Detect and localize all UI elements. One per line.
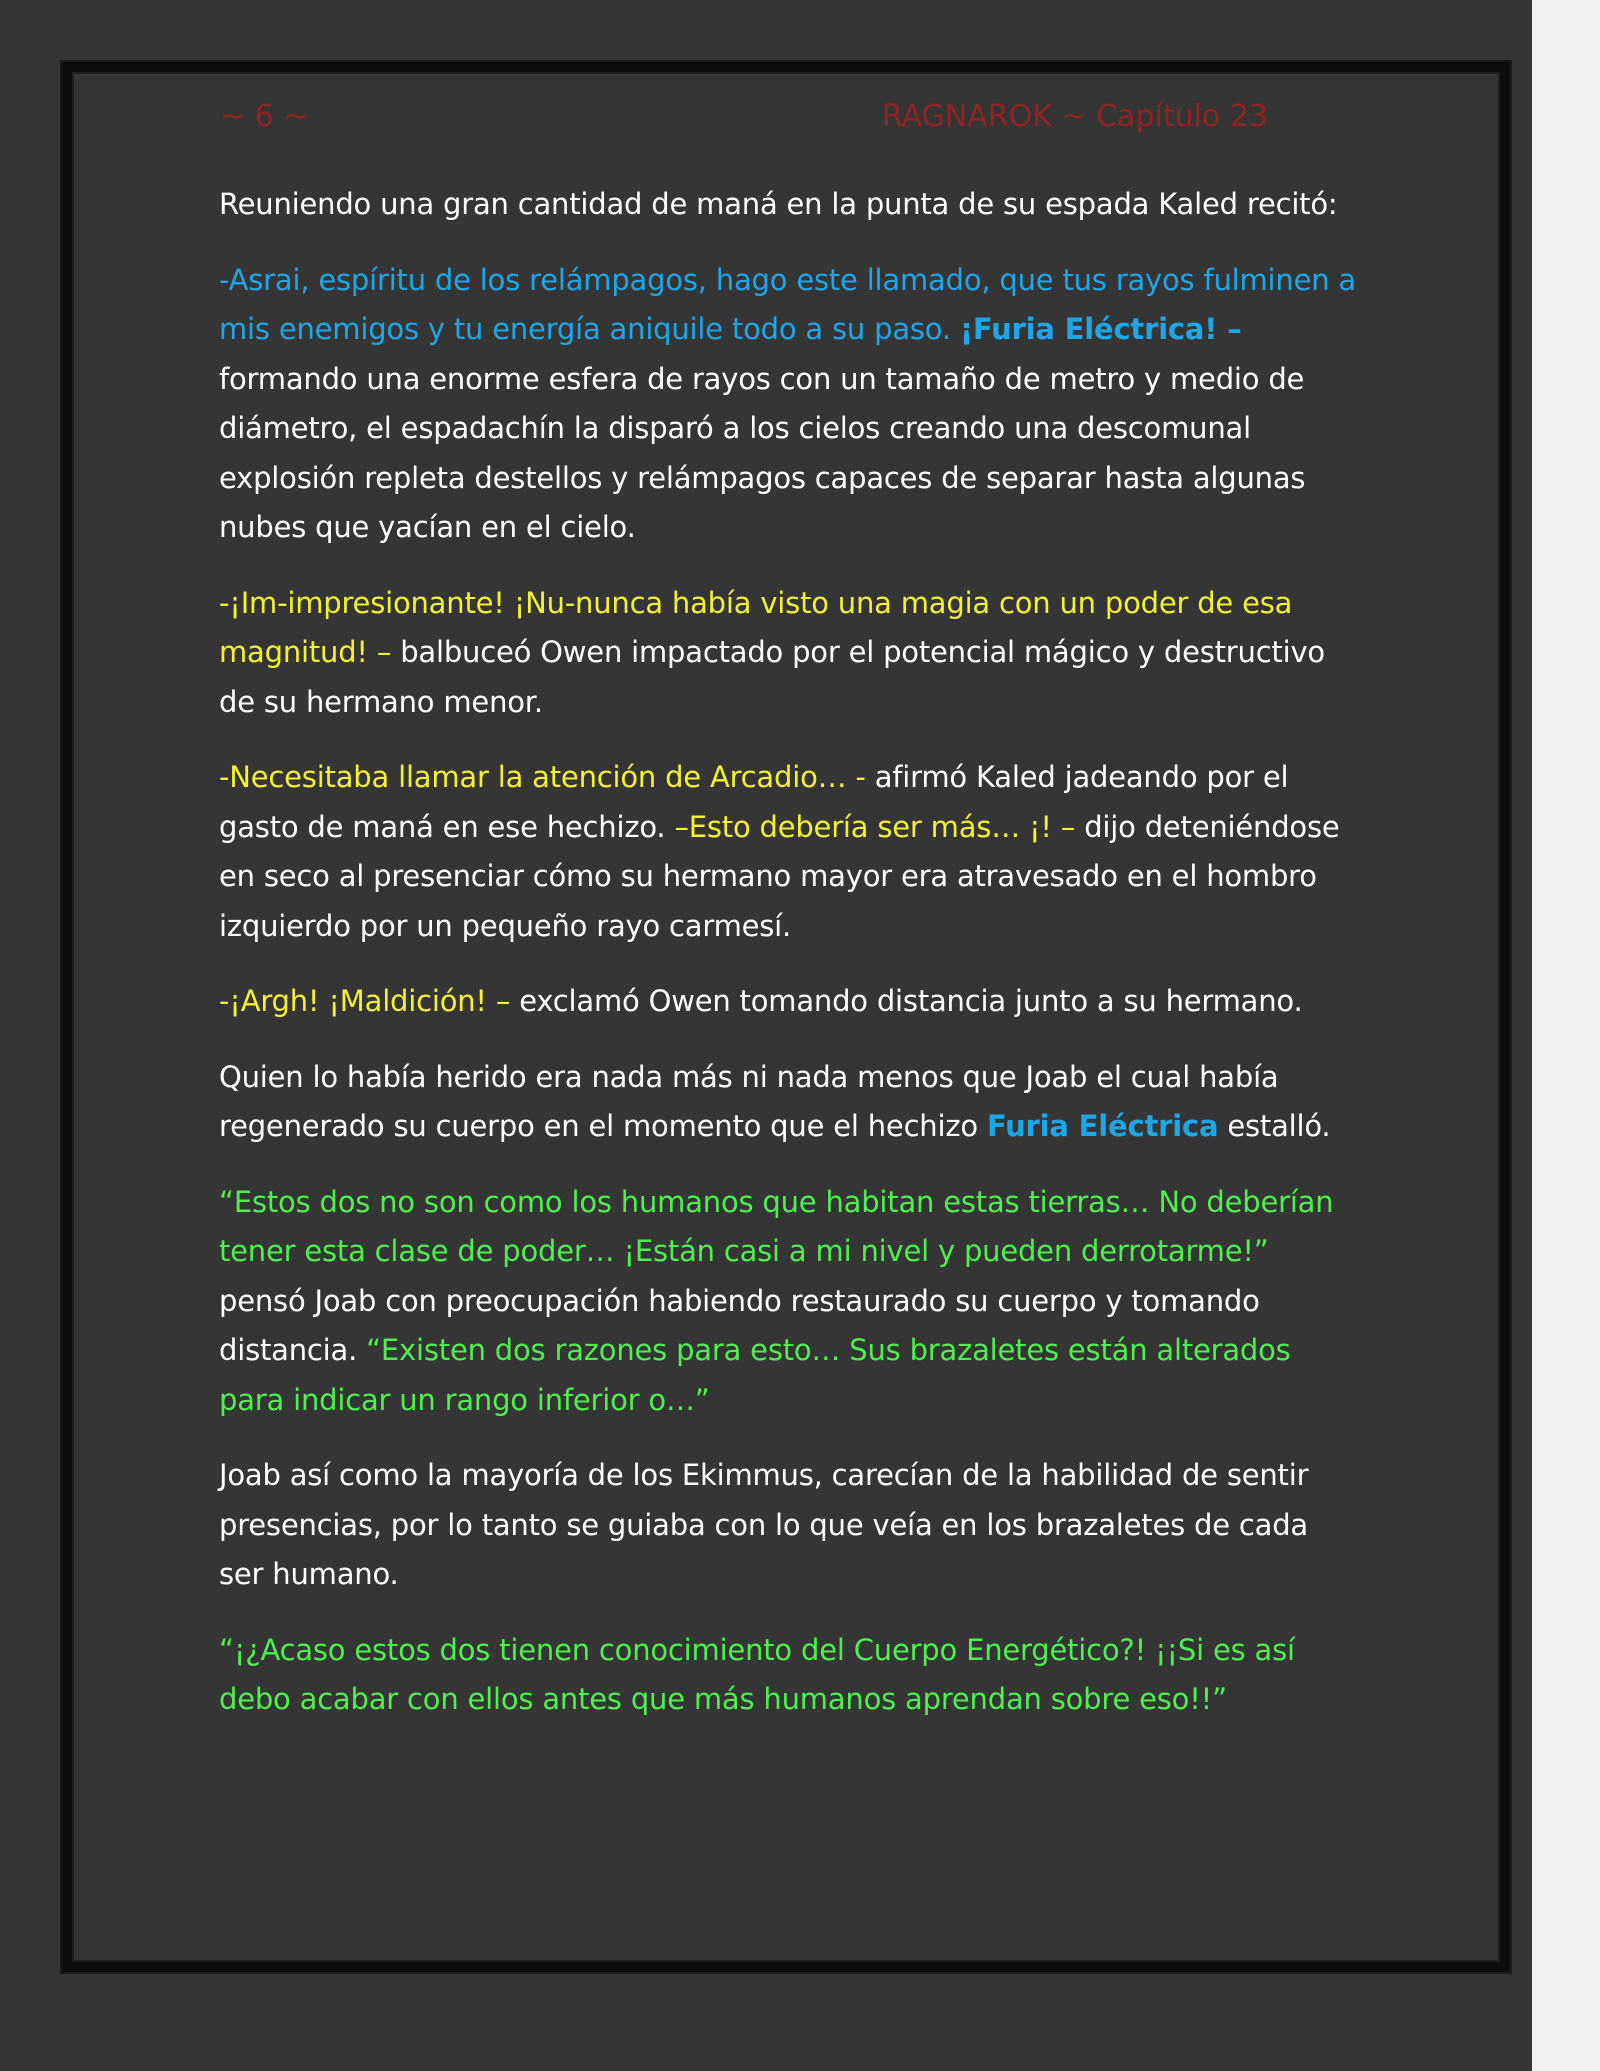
narration: Reuniendo una gran cantidad de maná en la punta de su espada Kaled recitó:: [219, 187, 1338, 221]
narration: balbuceó Owen impactado por el potencial mágico y destructivo de su hermano menor.: [219, 635, 1325, 719]
paragraph-3: [219, 579, 1359, 728]
dialogue: -¡Argh! ¡Maldición! –: [219, 984, 511, 1018]
story-text: [219, 180, 1359, 1751]
narration: Joab así como la mayoría de los Ekimmus, carecían de la habilidad de sentir presencias, por lo tanto se guiaba con lo que veía en los brazaletes de cada ser humano.: [219, 1458, 1309, 1591]
narration: estalló.: [1218, 1109, 1331, 1143]
thought: “Existen dos razones para esto… Sus brazaletes están alterados para indicar un rango inferior o…”: [219, 1333, 1291, 1417]
paragraph-6: [219, 1053, 1359, 1152]
dialogue: –Esto debería ser más… ¡! –: [674, 809, 1076, 844]
paragraph-4: [219, 753, 1359, 951]
thought: “Estos dos no son como los humanos que habitan estas tierras… No deberían tener esta clase de poder… ¡Están casi a mi nivel y pueden derrotarme!”: [219, 1184, 1334, 1268]
spell-name: Furia Eléctrica: [986, 1109, 1219, 1143]
thought: “¡¿Acaso estos dos tienen conocimiento del Cuerpo Energético?! ¡¡Si es así debo acabar con ellos antes que más humanos aprendan sobre eso!!”: [219, 1632, 1295, 1716]
spell-name: ¡Furia Eléctrica! –: [959, 312, 1242, 346]
paragraph-2: [219, 256, 1359, 553]
page-number: ~ 6 ~: [220, 99, 309, 134]
narration: exclamó Owen tomando distancia junto a su hermano.: [510, 984, 1303, 1018]
paragraph-8: [219, 1451, 1359, 1600]
paragraph-1: [219, 180, 1359, 230]
narration: pensó Joab con preocupación habiendo restaurado su cuerpo y tomando distancia.: [219, 1283, 1260, 1367]
paragraph-9: [219, 1626, 1359, 1725]
dialogue: -¡Im-impresionante! ¡Nu-nunca había visto una magia con un poder de esa magnitud! –: [219, 585, 1293, 669]
narration: afirmó Kaled jadeando por el gasto de maná en ese hechizo.: [219, 760, 1289, 844]
paragraph-7: [219, 1178, 1359, 1426]
paragraph-5: [219, 977, 1359, 1027]
dialogue: -Necesitaba llamar la atención de Arcadio… -: [219, 760, 866, 794]
narration: dijo deteniéndose en seco al presenciar cómo su hermano mayor era atravesado en el hombro izquierdo por un pequeño rayo carmesí.: [219, 809, 1340, 943]
narration: formando una enorme esfera de rayos con un tamaño de metro y medio de diámetro, el espadachín la disparó a los cielos creando una descomunal explosión repleta destellos y relámpagos capaces de separar hasta algunas nubes que yacían en el cielo.: [219, 361, 1306, 544]
incantation: -Asrai, espíritu de los relámpagos, hago este llamado, que tus rayos fulminen a mis enemigos y tu energía aniquile todo a su paso.: [219, 262, 1356, 346]
narration: Quien lo había herido era nada más ni nada menos que Joab el cual había regenerado su cuerpo en el momento que el hechizo: [219, 1059, 1279, 1143]
chapter-title: RAGNAROK ~ Capítulo 23: [881, 99, 1268, 134]
